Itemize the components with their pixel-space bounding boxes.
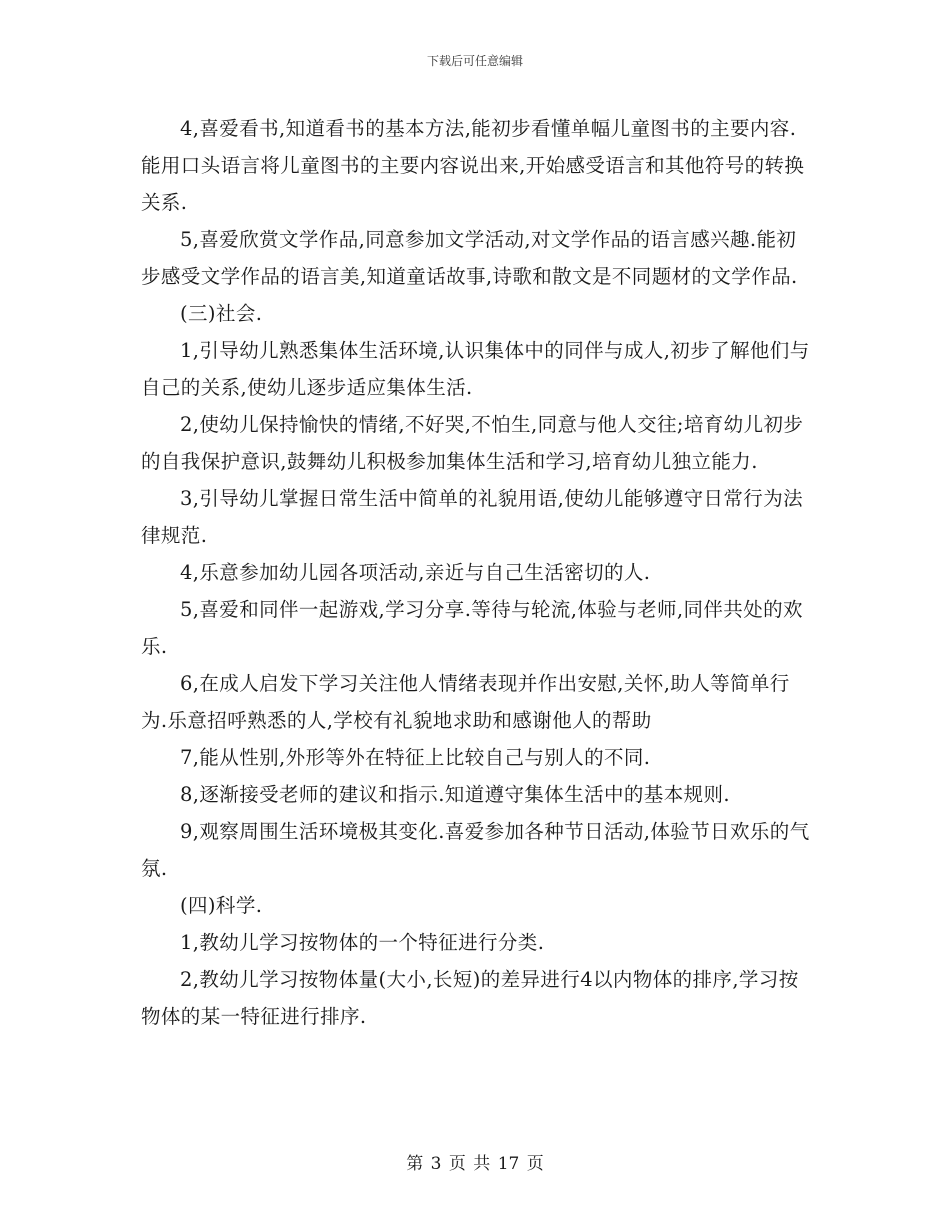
paragraph: 5,喜爱和同伴一起游戏,学习分享.等待与轮流,体验与老师,同伴共处的欢乐. [141,598,803,658]
paragraph: 4,乐意参加幼儿园各项活动,亲近与自己生活密切的人. [180,561,651,584]
paragraph: 1,教幼儿学习按物体的一个特征进行分类. [180,931,545,954]
paragraph: 4,喜爱看书,知道看书的基本方法,能初步看懂单幅儿童图书的主要内容.能用口头语言将儿童图书的主要内容说出来,开始感受语言和其他符号的转换关系. [141,117,805,214]
paragraph: 9,观察周围生活环境极其变化.喜爱参加各种节日活动,体验节日欢乐的气氛. [141,820,810,880]
section-heading: (四)科学. [180,894,263,917]
paragraph: 2,教幼儿学习按物体量(大小,长短)的差异进行4以内物体的排序,学习按物体的某一特征进行排序. [141,968,799,1028]
paragraph: 8,逐渐接受老师的建议和指示.知道遵守集体生活中的基本规则. [180,783,731,806]
page-number-footer: 第 3 页 共 17 页 [406,1154,544,1174]
paragraph: 3,引导幼儿掌握日常生活中简单的礼貌用语,使幼儿能够遵守日常行为法律规范. [141,487,804,547]
page-header: 下载后可任意编辑 [426,54,523,68]
section-heading: (三)社会. [180,302,263,325]
paragraph: 1,引导幼儿熟悉集体生活环境,认识集体中的同伴与成人,初步了解他们与自己的关系,使幼儿逐步适应集体生活. [141,339,810,399]
document-body [141,110,811,1035]
paragraph: 7,能从性别,外形等外在特征上比较自己与别人的不同. [180,746,651,769]
paragraph: 5,喜爱欣赏文学作品,同意参加文学活动,对文学作品的语言感兴趣.能初步感受文学作品的语言美,知道童话故事,诗歌和散文是不同题材的文学作品. [141,228,798,288]
paragraph: 6,在成人启发下学习关注他人情绪表现并作出安慰,关怀,助人等简单行为.乐意招呼熟悉的人,学校有礼貌地求助和感谢他人的帮助 [141,672,790,732]
paragraph: 2,使幼儿保持愉快的情绪,不好哭,不怕生,同意与他人交往;培育幼儿初步的自我保护意识,鼓舞幼儿积极参加集体生活和学习,培育幼儿独立能力. [141,413,804,473]
